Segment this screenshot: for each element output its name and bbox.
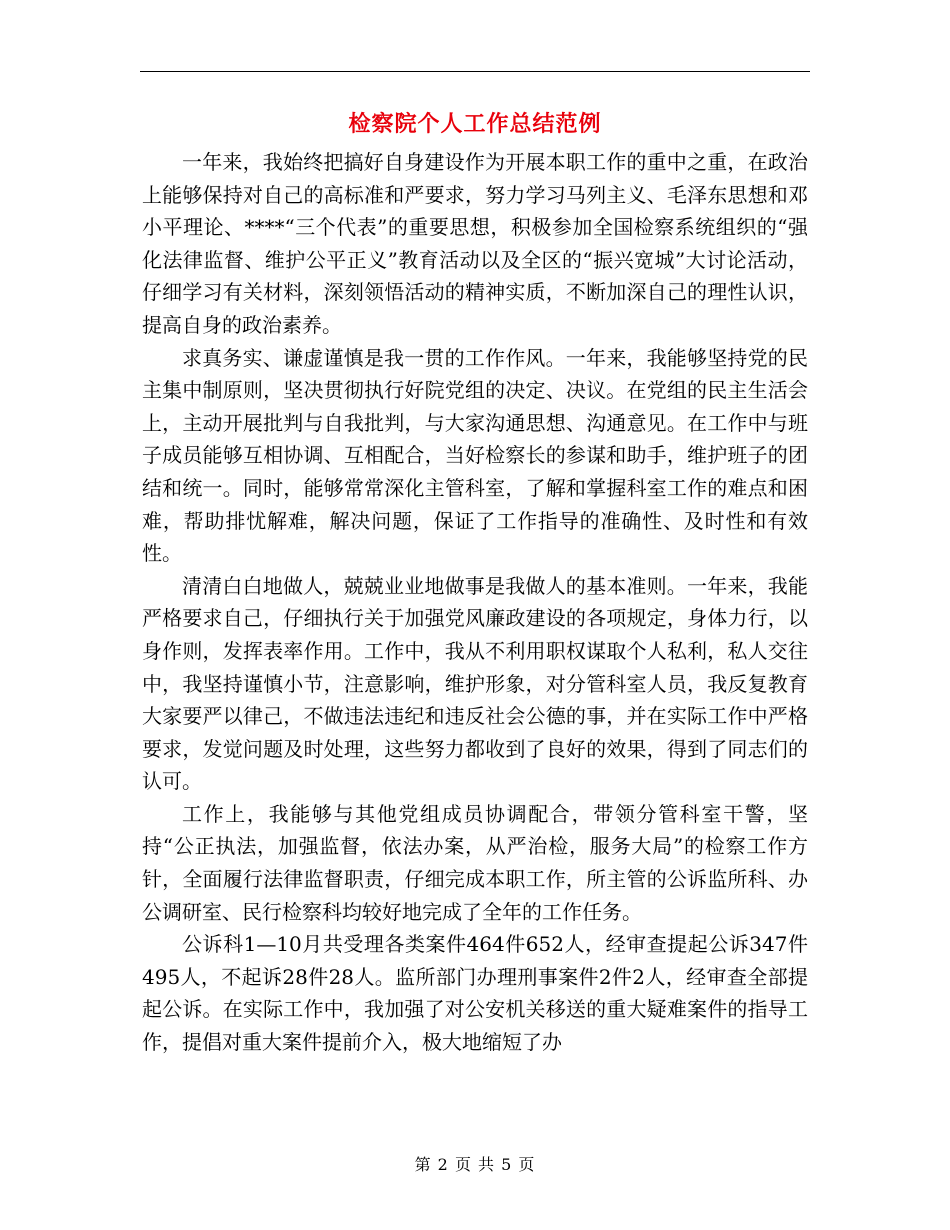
document-body xyxy=(142,146,808,1059)
document-title: 检察院个人工作总结范例 xyxy=(348,111,602,137)
paragraph-5: 公诉科1—10月共受理各类案件464件652人，经审查提起公诉347件495人，不起诉28件28人。监所部门办理刑事案件2件2人，经审查全部提起公诉。在实际工作中，我加强了对公安机关移送的重大疑难案件的指导工作，提倡对重大案件提前介入，极大地缩短了办 xyxy=(142,932,808,1055)
paragraph-2: 求真务实、谦虚谨慎是我一贯的工作作风。一年来，我能够坚持党的民主集中制原则，坚决贯彻执行好院党组的决定、决议。在党组的民主生活会上，主动开展批判与自我批判，与大家沟通思想、沟通意见。在工作中与班子成员能够互相协调、互相配合，当好检察长的参谋和助手，维护班子的团结和统一。同时，能够常常深化主管科室，了解和掌握科室工作的难点和困难，帮助排忧解难，解决问题，保证了工作指导的准确性、及时性和有效性。 xyxy=(142,345,808,566)
paragraph-1: 一年来，我始终把搞好自身建设作为开展本职工作的重中之重，在政治上能够保持对自己的高标准和严要求，努力学习马列主义、毛泽东思想和邓小平理论、****“三个代表”的重要思想，积极参加全国检察系统组织的“强化法律监督、维护公平正义”教育活动以及全区的“振兴宽城”大讨论活动，仔细学习有关材料，深刻领悟活动的精神实质，不断加深自己的理性认识，提高自身的政治素养。 xyxy=(142,150,808,337)
header-rule xyxy=(140,71,810,72)
paragraph-3: 清清白白地做人，兢兢业业地做事是我做人的基本准则。一年来，我能严格要求自己，仔细执行关于加强党风廉政建设的各项规定，身体力行，以身作则，发挥表率作用。工作中，我从不利用职权谋取个人私利，私人交往中，我坚持谨慎小节，注意影响，维护形象，对分管科室人员，我反复教育大家要严以律己，不做违法违纪和违反社会公德的事，并在实际工作中严格要求，发觉问题及时处理，这些努力都收到了良好的效果，得到了同志们的认可。 xyxy=(142,573,808,794)
page-number: 第 2 页 共 5 页 xyxy=(414,1155,536,1174)
paragraph-4: 工作上，我能够与其他党组成员协调配合，带领分管科室干警，坚持“公正执法，加强监督，依法办案，从严治检，服务大局”的检察工作方针，全面履行法律监督职责，仔细完成本职工作，所主管的公诉监所科、办公调研室、民行检察科均较好地完成了全年的工作任务。 xyxy=(142,801,808,924)
